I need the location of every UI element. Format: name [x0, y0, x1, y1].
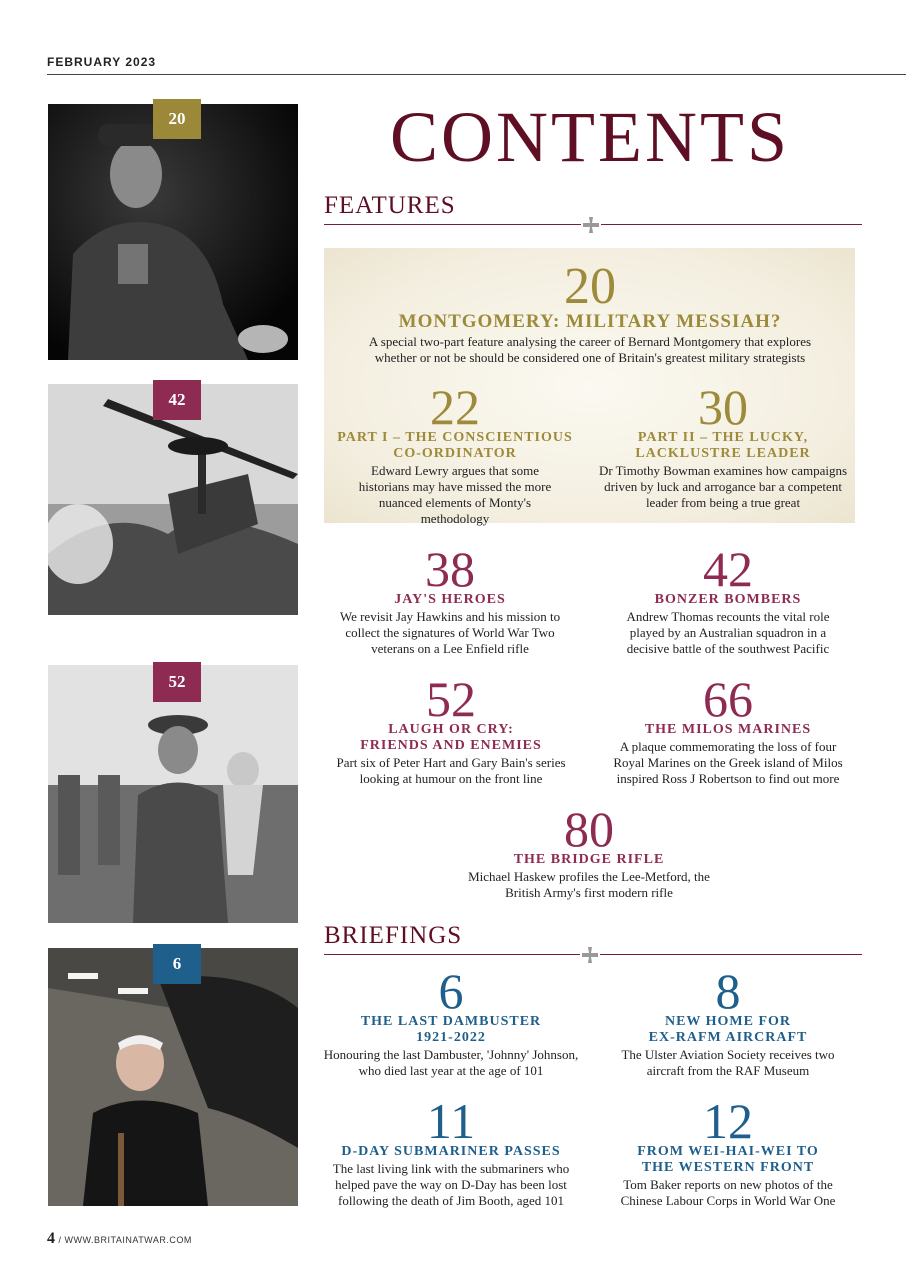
feature-item[interactable]: [330, 541, 570, 657]
veteran-photo: [48, 948, 298, 1206]
feature-title: JAY'S HEROES: [394, 592, 506, 607]
feature-item[interactable]: [603, 671, 853, 787]
footer-separator: /: [58, 1235, 65, 1245]
features-heading: FEATURES: [324, 192, 456, 219]
issue-date: FEBRUARY 2023: [47, 55, 157, 69]
page-number: 6: [438, 963, 464, 1019]
cross-icon: [580, 945, 600, 965]
feature-part1[interactable]: [330, 379, 580, 527]
feature-part2[interactable]: [598, 379, 848, 511]
footer-url[interactable]: WWW.BRITAINATWAR.COM: [64, 1235, 192, 1245]
feature-item[interactable]: [322, 671, 580, 787]
feature-title: LAUGH OR CRY: FRIENDS AND ENEMIES: [360, 722, 542, 753]
briefing-title: THE LAST DAMBUSTER 1921-2022: [360, 1014, 542, 1045]
feature-title: MONTGOMERY: MILITARY MESSIAH?: [398, 311, 782, 332]
page-number: 42: [703, 541, 753, 597]
feature-title: THE BRIDGE RIFLE: [513, 852, 665, 867]
feature-item[interactable]: [608, 541, 848, 657]
page-number: 80: [564, 801, 614, 857]
footer: [47, 1230, 192, 1248]
feature-desc: Michael Haskew profiles the Lee-Metford, the British Army's first modern rifle: [468, 869, 710, 900]
feature-title: BONZER BOMBERS: [654, 592, 802, 607]
feature-title: PART I – THE CONSCIENTIOUS CO-ORDINATOR: [337, 430, 573, 461]
feature-main[interactable]: [340, 258, 840, 366]
page-number: 22: [430, 379, 480, 435]
briefing-desc: The Ulster Aviation Society receives two aircraft from the RAF Museum: [621, 1047, 835, 1078]
briefing-item[interactable]: [322, 1093, 580, 1209]
briefing-desc: The last living link with the submariners who helped pave the way on D-Day has been lost following the death of Jim Booth, aged 101: [332, 1161, 570, 1208]
briefing-title: D-DAY SUBMARINER PASSES: [341, 1144, 561, 1159]
page-number: 38: [425, 541, 475, 597]
briefing-item[interactable]: [322, 963, 580, 1079]
page-number: 66: [703, 671, 753, 727]
feature-title: PART II – THE LUCKY, LACKLUSTRE LEADER: [635, 430, 811, 461]
page-badge-52: 52: [153, 662, 201, 702]
cross-icon: [581, 215, 601, 235]
briefing-desc: Honouring the last Dambuster, 'Johnny' Johnson, who died last year at the age of 101: [323, 1047, 579, 1078]
briefing-title: FROM WEI-HAI-WEI TO THE WESTERN FRONT: [637, 1144, 819, 1175]
top-rule: [47, 74, 906, 75]
feature-desc: We revisit Jay Hawkins and his mission to collect the signatures of World War Two veterans on a Lee Enfield rifle: [339, 609, 561, 656]
page-badge-20: 20: [153, 99, 201, 139]
feature-title: THE MILOS MARINES: [644, 722, 812, 737]
page-number: 52: [426, 671, 476, 727]
feature-desc: Edward Lewry argues that some historians may have missed the more nuanced elements of Monty's methodology: [358, 463, 552, 526]
feature-desc: Part six of Peter Hart and Gary Bain's series looking at humour on the front line: [336, 755, 566, 786]
briefing-item[interactable]: [603, 963, 853, 1079]
soldier-photo: [48, 665, 298, 923]
page-badge-6: 6: [153, 944, 201, 984]
feature-item[interactable]: [464, 801, 714, 901]
page-number: 20: [564, 258, 616, 315]
montgomery-photo: [48, 104, 298, 360]
briefing-title: NEW HOME FOR EX-RAFM AIRCRAFT: [648, 1014, 808, 1045]
feature-desc: Dr Timothy Bowman examines how campaigns driven by luck and arrogance bar a competent leader from being a true great: [598, 463, 848, 510]
page-number: 30: [698, 379, 748, 435]
page-number: 8: [715, 963, 741, 1019]
page-badge-42: 42: [153, 380, 201, 420]
page-number: 12: [703, 1093, 753, 1149]
footer-page-number: 4: [47, 1230, 56, 1247]
feature-desc: Andrew Thomas recounts the vital role played by an Australian squadron in a decisive battle of the southwest Pacific: [626, 609, 830, 656]
feature-desc: A special two-part feature analysing the career of Bernard Montgomery that explores whether or not be should be considered one of Britain's greatest military strategists: [368, 334, 812, 365]
briefing-desc: Tom Baker reports on new photos of the Chinese Labour Corps in World War One: [620, 1177, 836, 1208]
briefings-heading: BRIEFINGS: [324, 922, 463, 949]
feature-desc: A plaque commemorating the loss of four Royal Marines on the Greek island of Milos inspired Ross J Robertson to find out more: [613, 739, 843, 786]
page-number: 11: [426, 1093, 476, 1149]
contents-title: CONTENTS: [390, 97, 790, 177]
briefing-item[interactable]: [603, 1093, 853, 1209]
